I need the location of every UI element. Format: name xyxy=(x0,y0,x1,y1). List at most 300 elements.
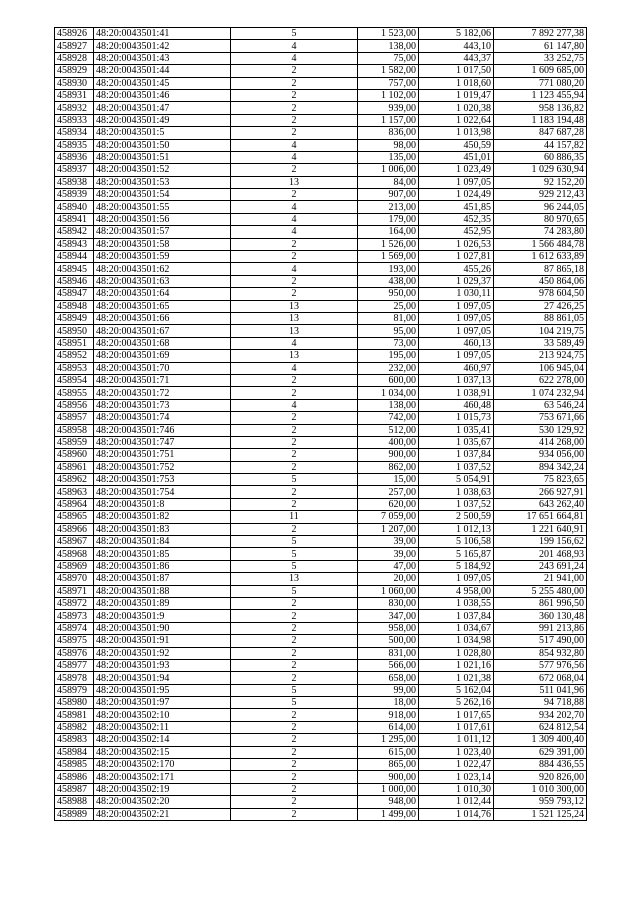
row-id-cell: 458986 xyxy=(55,771,94,783)
specific-value-cell: 443,10 xyxy=(419,40,494,52)
row-id-cell: 458971 xyxy=(55,585,94,597)
specific-value-cell: 452,35 xyxy=(419,213,494,225)
cadastral-number-cell: 48:20:0043501:86 xyxy=(94,560,231,572)
table-row xyxy=(55,511,587,523)
area-cell: 950,00 xyxy=(358,288,419,300)
cadastral-value-cell: 530 129,92 xyxy=(494,424,587,436)
area-cell: 39,00 xyxy=(358,536,419,548)
cadastral-value-cell: 511 041,96 xyxy=(494,684,587,696)
table-row xyxy=(55,746,587,758)
cadastral-value-cell: 266 927,91 xyxy=(494,486,587,498)
type-code-cell: 13 xyxy=(231,176,358,188)
cadastral-number-cell: 48:20:0043501:94 xyxy=(94,672,231,684)
cadastral-number-cell: 48:20:0043501:63 xyxy=(94,275,231,287)
table-row xyxy=(55,89,587,101)
row-id-cell: 458977 xyxy=(55,659,94,671)
table-row xyxy=(55,548,587,560)
cadastral-value-cell: 5 255 480,00 xyxy=(494,585,587,597)
specific-value-cell: 1 097,05 xyxy=(419,176,494,188)
area-cell: 831,00 xyxy=(358,647,419,659)
area-cell: 614,00 xyxy=(358,721,419,733)
area-cell: 75,00 xyxy=(358,52,419,64)
area-cell: 98,00 xyxy=(358,139,419,151)
area-cell: 830,00 xyxy=(358,597,419,609)
table-row xyxy=(55,52,587,64)
row-id-cell: 458936 xyxy=(55,151,94,163)
cadastral-number-cell: 48:20:0043502:15 xyxy=(94,746,231,758)
specific-value-cell: 1 037,84 xyxy=(419,449,494,461)
specific-value-cell: 1 038,63 xyxy=(419,486,494,498)
area-cell: 1 034,00 xyxy=(358,387,419,399)
area-cell: 99,00 xyxy=(358,684,419,696)
area-cell: 600,00 xyxy=(358,374,419,386)
table-row xyxy=(55,350,587,362)
area-cell: 566,00 xyxy=(358,659,419,671)
row-id-cell: 458975 xyxy=(55,635,94,647)
table-row xyxy=(55,102,587,114)
table-row xyxy=(55,498,587,510)
cadastral-value-cell: 884 436,55 xyxy=(494,759,587,771)
specific-value-cell: 1 010,30 xyxy=(419,783,494,795)
area-cell: 138,00 xyxy=(358,40,419,52)
cadastral-value-cell: 75 823,65 xyxy=(494,474,587,486)
row-id-cell: 458968 xyxy=(55,548,94,560)
specific-value-cell: 1 015,73 xyxy=(419,412,494,424)
table-row xyxy=(55,622,587,634)
specific-value-cell: 1 023,40 xyxy=(419,746,494,758)
type-code-cell: 2 xyxy=(231,647,358,659)
row-id-cell: 458926 xyxy=(55,28,94,40)
specific-value-cell: 450,59 xyxy=(419,139,494,151)
type-code-cell: 5 xyxy=(231,560,358,572)
cadastral-number-cell: 48:20:0043501:74 xyxy=(94,412,231,424)
cadastral-number-cell: 48:20:0043501:59 xyxy=(94,251,231,263)
area-cell: 257,00 xyxy=(358,486,419,498)
area-cell: 164,00 xyxy=(358,226,419,238)
area-cell: 1 582,00 xyxy=(358,65,419,77)
cadastral-value-cell: 199 156,62 xyxy=(494,536,587,548)
type-code-cell: 2 xyxy=(231,275,358,287)
cadastral-value-cell: 1 566 484,78 xyxy=(494,238,587,250)
cadastral-number-cell: 48:20:0043501:91 xyxy=(94,635,231,647)
specific-value-cell: 1 024,49 xyxy=(419,189,494,201)
type-code-cell: 5 xyxy=(231,585,358,597)
cadastral-value-cell: 201 468,93 xyxy=(494,548,587,560)
row-id-cell: 458949 xyxy=(55,312,94,324)
table-row xyxy=(55,151,587,163)
type-code-cell: 11 xyxy=(231,511,358,523)
table-row xyxy=(55,374,587,386)
table-row xyxy=(55,560,587,572)
specific-value-cell: 1 037,13 xyxy=(419,374,494,386)
specific-value-cell: 1 017,50 xyxy=(419,65,494,77)
area-cell: 658,00 xyxy=(358,672,419,684)
specific-value-cell: 1 037,84 xyxy=(419,610,494,622)
specific-value-cell: 1 037,52 xyxy=(419,461,494,473)
cadastral-number-cell: 48:20:0043501:49 xyxy=(94,114,231,126)
row-id-cell: 458958 xyxy=(55,424,94,436)
table-row xyxy=(55,65,587,77)
row-id-cell: 458945 xyxy=(55,263,94,275)
table-row xyxy=(55,251,587,263)
table-row xyxy=(55,771,587,783)
specific-value-cell: 5 184,92 xyxy=(419,560,494,572)
specific-value-cell: 1 022,47 xyxy=(419,759,494,771)
cadastral-number-cell: 48:20:0043501:55 xyxy=(94,201,231,213)
row-id-cell: 458981 xyxy=(55,709,94,721)
specific-value-cell: 455,26 xyxy=(419,263,494,275)
area-cell: 918,00 xyxy=(358,709,419,721)
table-row xyxy=(55,164,587,176)
cadastral-value-cell: 213 924,75 xyxy=(494,350,587,362)
table-row xyxy=(55,275,587,287)
row-id-cell: 458962 xyxy=(55,474,94,486)
area-cell: 862,00 xyxy=(358,461,419,473)
cadastral-value-cell: 92 152,20 xyxy=(494,176,587,188)
specific-value-cell: 1 035,41 xyxy=(419,424,494,436)
specific-value-cell: 1 029,37 xyxy=(419,275,494,287)
table-row xyxy=(55,721,587,733)
cadastral-number-cell: 48:20:0043501:52 xyxy=(94,164,231,176)
row-id-cell: 458946 xyxy=(55,275,94,287)
cadastral-number-cell: 48:20:0043501:58 xyxy=(94,238,231,250)
area-cell: 836,00 xyxy=(358,127,419,139)
area-cell: 400,00 xyxy=(358,436,419,448)
row-id-cell: 458955 xyxy=(55,387,94,399)
cadastral-number-cell: 48:20:0043501:68 xyxy=(94,337,231,349)
area-cell: 1 000,00 xyxy=(358,783,419,795)
row-id-cell: 458952 xyxy=(55,350,94,362)
type-code-cell: 2 xyxy=(231,783,358,795)
specific-value-cell: 1 017,61 xyxy=(419,721,494,733)
cadastral-value-cell: 63 546,24 xyxy=(494,399,587,411)
type-code-cell: 2 xyxy=(231,796,358,808)
type-code-cell: 2 xyxy=(231,89,358,101)
row-id-cell: 458976 xyxy=(55,647,94,659)
specific-value-cell: 1 014,76 xyxy=(419,808,494,820)
row-id-cell: 458948 xyxy=(55,300,94,312)
row-id-cell: 458940 xyxy=(55,201,94,213)
cadastral-value-cell: 104 219,75 xyxy=(494,325,587,337)
table-row xyxy=(55,263,587,275)
area-cell: 84,00 xyxy=(358,176,419,188)
cadastral-value-cell: 1 612 633,89 xyxy=(494,251,587,263)
table-row xyxy=(55,635,587,647)
cadastral-number-cell: 48:20:0043501:752 xyxy=(94,461,231,473)
row-id-cell: 458969 xyxy=(55,560,94,572)
table-row xyxy=(55,610,587,622)
specific-value-cell: 1 020,38 xyxy=(419,102,494,114)
table-row xyxy=(55,783,587,795)
row-id-cell: 458957 xyxy=(55,412,94,424)
specific-value-cell: 1 097,05 xyxy=(419,573,494,585)
type-code-cell: 2 xyxy=(231,164,358,176)
table-row xyxy=(55,288,587,300)
type-code-cell: 4 xyxy=(231,263,358,275)
row-id-cell: 458973 xyxy=(55,610,94,622)
specific-value-cell: 1 013,98 xyxy=(419,127,494,139)
cadastral-number-cell: 48:20:0043501:89 xyxy=(94,597,231,609)
type-code-cell: 5 xyxy=(231,697,358,709)
area-cell: 135,00 xyxy=(358,151,419,163)
table-row xyxy=(55,697,587,709)
specific-value-cell: 1 027,81 xyxy=(419,251,494,263)
type-code-cell: 4 xyxy=(231,139,358,151)
cadastral-value-cell: 1 309 400,40 xyxy=(494,734,587,746)
type-code-cell: 5 xyxy=(231,684,358,696)
cadastral-value-cell: 33 589,49 xyxy=(494,337,587,349)
cadastral-value-cell: 1 609 685,00 xyxy=(494,65,587,77)
table-row xyxy=(55,585,587,597)
table-row xyxy=(55,449,587,461)
area-cell: 138,00 xyxy=(358,399,419,411)
table-row xyxy=(55,659,587,671)
row-id-cell: 458959 xyxy=(55,436,94,448)
area-cell: 7 059,00 xyxy=(358,511,419,523)
cadastral-number-cell: 48:20:0043501:46 xyxy=(94,89,231,101)
cadastral-number-cell: 48:20:0043501:67 xyxy=(94,325,231,337)
cadastral-value-cell: 7 892 277,38 xyxy=(494,28,587,40)
table-row xyxy=(55,573,587,585)
row-id-cell: 458980 xyxy=(55,697,94,709)
area-cell: 18,00 xyxy=(358,697,419,709)
cadastral-number-cell: 48:20:0043502:19 xyxy=(94,783,231,795)
area-cell: 81,00 xyxy=(358,312,419,324)
cadastral-value-cell: 577 976,56 xyxy=(494,659,587,671)
table-row xyxy=(55,523,587,535)
area-cell: 620,00 xyxy=(358,498,419,510)
table-row xyxy=(55,709,587,721)
area-cell: 179,00 xyxy=(358,213,419,225)
type-code-cell: 2 xyxy=(231,412,358,424)
cadastral-value-cell: 978 604,50 xyxy=(494,288,587,300)
specific-value-cell: 1 012,13 xyxy=(419,523,494,535)
table-row xyxy=(55,300,587,312)
table-row xyxy=(55,77,587,89)
row-id-cell: 458960 xyxy=(55,449,94,461)
cadastral-number-cell: 48:20:0043501:53 xyxy=(94,176,231,188)
cadastral-value-cell: 861 996,50 xyxy=(494,597,587,609)
row-id-cell: 458947 xyxy=(55,288,94,300)
type-code-cell: 2 xyxy=(231,424,358,436)
type-code-cell: 2 xyxy=(231,77,358,89)
cadastral-value-cell: 929 212,43 xyxy=(494,189,587,201)
cadastral-number-cell: 48:20:0043501:50 xyxy=(94,139,231,151)
cadastral-number-cell: 48:20:0043501:83 xyxy=(94,523,231,535)
row-id-cell: 458951 xyxy=(55,337,94,349)
cadastral-value-cell: 517 490,00 xyxy=(494,635,587,647)
type-code-cell: 4 xyxy=(231,362,358,374)
type-code-cell: 5 xyxy=(231,536,358,548)
specific-value-cell: 5 165,87 xyxy=(419,548,494,560)
table-row xyxy=(55,734,587,746)
table-row xyxy=(55,436,587,448)
cadastral-value-cell: 60 886,35 xyxy=(494,151,587,163)
type-code-cell: 13 xyxy=(231,325,358,337)
cadastral-value-cell: 44 157,82 xyxy=(494,139,587,151)
type-code-cell: 2 xyxy=(231,102,358,114)
table-row xyxy=(55,226,587,238)
cadastral-value-cell: 243 691,24 xyxy=(494,560,587,572)
cadastral-value-cell: 753 671,66 xyxy=(494,412,587,424)
cadastral-number-cell: 48:20:0043501:746 xyxy=(94,424,231,436)
type-code-cell: 13 xyxy=(231,300,358,312)
row-id-cell: 458932 xyxy=(55,102,94,114)
cadastral-value-cell: 622 278,00 xyxy=(494,374,587,386)
table-row xyxy=(55,127,587,139)
area-cell: 1 499,00 xyxy=(358,808,419,820)
cadastral-number-cell: 48:20:0043501:95 xyxy=(94,684,231,696)
area-cell: 907,00 xyxy=(358,189,419,201)
area-cell: 213,00 xyxy=(358,201,419,213)
table-row xyxy=(55,201,587,213)
type-code-cell: 2 xyxy=(231,672,358,684)
table-row xyxy=(55,139,587,151)
specific-value-cell: 1 021,38 xyxy=(419,672,494,684)
type-code-cell: 2 xyxy=(231,759,358,771)
specific-value-cell: 1 038,55 xyxy=(419,597,494,609)
type-code-cell: 2 xyxy=(231,374,358,386)
type-code-cell: 2 xyxy=(231,808,358,820)
type-code-cell: 4 xyxy=(231,226,358,238)
cadastral-value-cell: 414 268,00 xyxy=(494,436,587,448)
table-row xyxy=(55,424,587,436)
table-row xyxy=(55,474,587,486)
area-cell: 1 526,00 xyxy=(358,238,419,250)
cadastral-number-cell: 48:20:0043501:72 xyxy=(94,387,231,399)
type-code-cell: 2 xyxy=(231,597,358,609)
row-id-cell: 458927 xyxy=(55,40,94,52)
type-code-cell: 4 xyxy=(231,213,358,225)
type-code-cell: 2 xyxy=(231,610,358,622)
area-cell: 95,00 xyxy=(358,325,419,337)
cadastral-value-cell: 27 426,25 xyxy=(494,300,587,312)
row-id-cell: 458938 xyxy=(55,176,94,188)
specific-value-cell: 2 500,59 xyxy=(419,511,494,523)
type-code-cell: 2 xyxy=(231,436,358,448)
type-code-cell: 4 xyxy=(231,52,358,64)
specific-value-cell: 5 162,04 xyxy=(419,684,494,696)
table-row xyxy=(55,362,587,374)
cadastral-value-cell: 1 183 194,48 xyxy=(494,114,587,126)
row-id-cell: 458956 xyxy=(55,399,94,411)
cadastral-number-cell: 48:20:0043501:753 xyxy=(94,474,231,486)
cadastral-value-cell: 61 147,80 xyxy=(494,40,587,52)
specific-value-cell: 5 054,91 xyxy=(419,474,494,486)
cadastral-number-cell: 48:20:0043502:11 xyxy=(94,721,231,733)
specific-value-cell: 1 011,12 xyxy=(419,734,494,746)
cadastral-number-cell: 48:20:0043502:20 xyxy=(94,796,231,808)
type-code-cell: 2 xyxy=(231,486,358,498)
row-id-cell: 458989 xyxy=(55,808,94,820)
row-id-cell: 458967 xyxy=(55,536,94,548)
table-row xyxy=(55,325,587,337)
area-cell: 438,00 xyxy=(358,275,419,287)
type-code-cell: 13 xyxy=(231,573,358,585)
specific-value-cell: 1 012,44 xyxy=(419,796,494,808)
cadastral-number-cell: 48:20:0043501:84 xyxy=(94,536,231,548)
area-cell: 1 207,00 xyxy=(358,523,419,535)
area-cell: 1 295,00 xyxy=(358,734,419,746)
area-cell: 757,00 xyxy=(358,77,419,89)
cadastral-number-cell: 48:20:0043501:44 xyxy=(94,65,231,77)
cadastral-number-cell: 48:20:0043501:82 xyxy=(94,511,231,523)
specific-value-cell: 1 034,98 xyxy=(419,635,494,647)
type-code-cell: 4 xyxy=(231,201,358,213)
type-code-cell: 2 xyxy=(231,771,358,783)
type-code-cell: 13 xyxy=(231,350,358,362)
table-row xyxy=(55,461,587,473)
cadastral-number-cell: 48:20:0043501:90 xyxy=(94,622,231,634)
table-row xyxy=(55,176,587,188)
row-id-cell: 458979 xyxy=(55,684,94,696)
cadastral-number-cell: 48:20:0043501:62 xyxy=(94,263,231,275)
cadastral-number-cell: 48:20:0043501:57 xyxy=(94,226,231,238)
cadastral-number-cell: 48:20:0043501:47 xyxy=(94,102,231,114)
specific-value-cell: 1 034,67 xyxy=(419,622,494,634)
cadastral-number-cell: 48:20:0043501:54 xyxy=(94,189,231,201)
area-cell: 232,00 xyxy=(358,362,419,374)
cadastral-number-cell: 48:20:0043501:69 xyxy=(94,350,231,362)
specific-value-cell: 5 106,58 xyxy=(419,536,494,548)
cadastral-value-cell: 360 130,48 xyxy=(494,610,587,622)
cadastral-number-cell: 48:20:0043501:71 xyxy=(94,374,231,386)
row-id-cell: 458931 xyxy=(55,89,94,101)
table-row xyxy=(55,40,587,52)
type-code-cell: 2 xyxy=(231,288,358,300)
cadastral-number-cell: 48:20:0043501:754 xyxy=(94,486,231,498)
cadastral-value-cell: 80 970,65 xyxy=(494,213,587,225)
type-code-cell: 5 xyxy=(231,28,358,40)
area-cell: 865,00 xyxy=(358,759,419,771)
row-id-cell: 458983 xyxy=(55,734,94,746)
table-row xyxy=(55,672,587,684)
cadastral-number-cell: 48:20:0043501:85 xyxy=(94,548,231,560)
specific-value-cell: 1 026,53 xyxy=(419,238,494,250)
specific-value-cell: 1 097,05 xyxy=(419,312,494,324)
area-cell: 1 006,00 xyxy=(358,164,419,176)
cadastral-value-cell: 624 812,54 xyxy=(494,721,587,733)
specific-value-cell: 4 958,00 xyxy=(419,585,494,597)
specific-value-cell: 1 037,52 xyxy=(419,498,494,510)
cadastral-number-cell: 48:20:0043501:64 xyxy=(94,288,231,300)
table-row xyxy=(55,189,587,201)
row-id-cell: 458933 xyxy=(55,114,94,126)
specific-value-cell: 1 022,64 xyxy=(419,114,494,126)
type-code-cell: 2 xyxy=(231,622,358,634)
type-code-cell: 2 xyxy=(231,238,358,250)
table-row xyxy=(55,808,587,820)
cadastral-number-cell: 48:20:0043501:51 xyxy=(94,151,231,163)
area-cell: 512,00 xyxy=(358,424,419,436)
cadastral-number-cell: 48:20:0043502:10 xyxy=(94,709,231,721)
table-row xyxy=(55,536,587,548)
specific-value-cell: 460,48 xyxy=(419,399,494,411)
row-id-cell: 458961 xyxy=(55,461,94,473)
area-cell: 900,00 xyxy=(358,771,419,783)
cadastral-value-cell: 959 793,12 xyxy=(494,796,587,808)
row-id-cell: 458930 xyxy=(55,77,94,89)
cadastral-number-cell: 48:20:0043501:8 xyxy=(94,498,231,510)
row-id-cell: 458929 xyxy=(55,65,94,77)
table-row xyxy=(55,759,587,771)
specific-value-cell: 1 028,80 xyxy=(419,647,494,659)
table-row xyxy=(55,597,587,609)
area-cell: 15,00 xyxy=(358,474,419,486)
cadastral-value-cell: 643 262,40 xyxy=(494,498,587,510)
cadastral-number-cell: 48:20:0043501:66 xyxy=(94,312,231,324)
type-code-cell: 2 xyxy=(231,746,358,758)
